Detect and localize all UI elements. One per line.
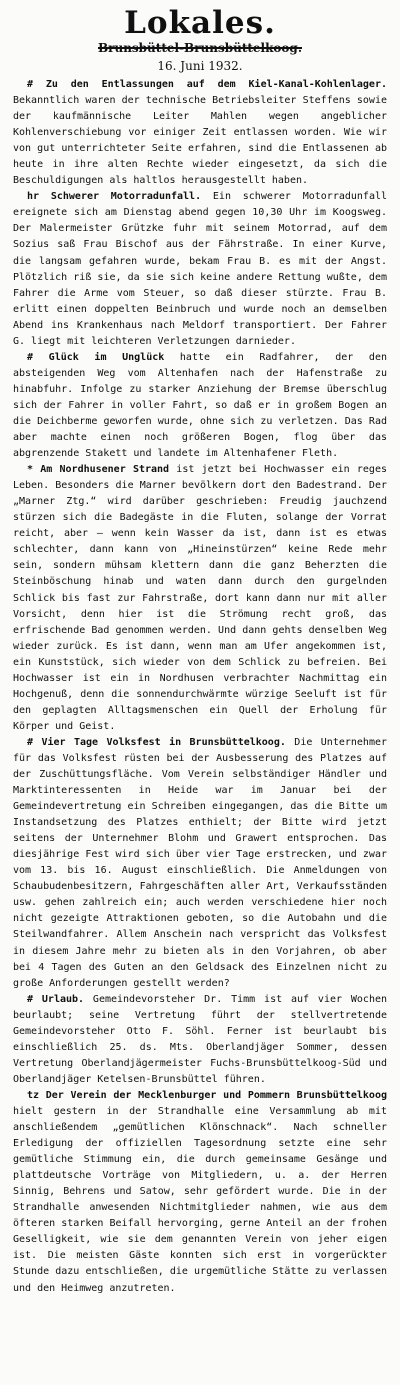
- article-headline: # Urlaub.: [27, 993, 85, 1005]
- article-leave: [13, 992, 387, 1088]
- section-heading: Lokales.: [124, 5, 276, 41]
- masthead: [13, 6, 387, 74]
- article-headline: # Glück im Unglück: [27, 351, 165, 363]
- article-headline: tz Der Verein der Mecklenburger und Pommern Brunsbüttelkoog: [27, 1089, 387, 1101]
- article-headline: * Am Nordhusener Strand: [27, 464, 170, 476]
- article-headline: # Zu den Entlassungen auf dem Kiel-Kanal-Kohlenlager.: [27, 79, 387, 90]
- article-coal-depot-dismissals: [13, 77, 387, 189]
- article-body: Ein schwerer Motorradunfall ereignete sich am Dienstag abend gegen 10,30 Uhr im Koogsweg. Der Malermeister Grützke fuhr mit seinem Motorrad, auf dem Sozius saß Frau Bischof aus der Fährstraße. In einer Kurve, die langsam gefahren wurde, bekam Frau B. es mit der Angst. Plötzlich riß sie, da sie sich keine andere Rettung wußte, dem Fahrer die Arme vom Steuer, so daß dieser stürzte. Frau B. erlitt einen doppelten Beinbruch und wurde noch an demselben Abend ins Krankenhaus nach Meldorf transportiert. Der Fahrer G. liegt mit leichteren Verletzungen darnieder.: [13, 191, 387, 347]
- article-body: Die Unternehmer für das Volksfest rüsten bei der Ausbesserung des Platzes auf der Zuschüttungsfläche. Vom Verein selbständiger Händler und Marktinteressenten in Heide war im Januar bei der Gemeindevertretung ein Schreiben eingegangen, das die Bitte um Instandsetzung des Platzes enthielt; der Bitte wird jetzt seitens der Unternehmer Blohm und Grawert entsprochen. Das diesjährige Fest wird sich über vier Tage erstrecken, und zwar vom 13. bis 16. August einschließlich. Die Anmeldungen von Schaubudenbesitzern, Fahrgeschäften aller Art, Verkaufsständen usw. gehen zahlreich ein; auch werden verschiedene hier noch nicht gezeigte Attraktionen geboten, so die Autobahn und die Steilwandfahrer. Allem Anschein nach verspricht das Volksfest in diesem Jahre mehr zu bieten als in den Vorjahren, ob aber bei 4 Tagen des Guten an den Geldsack des Einzelnen nicht zu große Anforderungen gestellt werden?: [13, 736, 388, 989]
- section-subheading: Brunsbüttel-Brunsbüttelkoog.: [98, 41, 302, 55]
- article-body: hatte ein Radfahrer, der den absteigenden Weg vom Altenhafen nach der Hafenstraße zu hinabfuhr. Infolge zu starker Anziehung der Bremse überschlug sich der Fahrer in voller Fahrt, so daß er in großem Bogen an die Deichberme geworfen wurde, ohne sich zu verletzen. Das Rad aber machte einen noch größeren Bogen, flog über das abgrenzende Stakett und landete im Altenhafener Fleth.: [13, 351, 387, 460]
- article-nordhusen-beach: [13, 462, 387, 735]
- article-headline: hr Schwerer Motorradunfall.: [27, 191, 202, 203]
- article-folk-festival: [13, 735, 387, 992]
- article-motorcycle-accident: [13, 189, 387, 349]
- article-body: hielt gestern in der Strandhalle eine Versammlung ab mit anschließendem „gemütlichen Klönschnack“. Nach schneller Erledigung der offiziellen Tagesordnung setzte eine sehr gemütliche Stimmung ein, die durch gemeinsame Gesänge und plattdeutsche Vorträge von Mitgliedern, u. a. der Herren Sinnig, Behrens und Satow, sehr gefördert wurde. Die in der Strandhalle anwesenden Nichtmitglieder nahmen, wie aus dem öfteren starken Beifall hervorging, gerne Anteil an der frohen Geselligkeit, wie sie dem genannten Verein von jeher eigen ist. Die meisten Gäste konnten sich erst in vorgerückter Stunde dazu entschließen, die urgemütliche Stätte zu verlassen und den Heimweg anzutreten.: [13, 1106, 387, 1294]
- article-body: Gemeindevorsteher Dr. Timm ist auf vier Wochen beurlaubt; seine Vertretung führt der stellvertretende Gemeindevorsteher Otto F. Söhl. Ferner ist beurlaubt bis einschließlich 25. ds. Mts. Oberlandjäger Sommer, dessen Vertretung Oberlandjägermeister Fuchs-Brunsbüttelkoog-Süd und Oberlandjäger Ketelsen-Brunsbüttel führen.: [13, 993, 387, 1085]
- article-association-meeting: [13, 1088, 387, 1297]
- article-cyclist-luck: [13, 350, 387, 462]
- article-body: Bekanntlich waren der technische Betriebsleiter Steffens sowie der kaufmännische Leiter Mahlen wegen angeblicher Kohlenverschiebung vor einiger Zeit entlassen worden. Wie wir von gut unterrichteter Seite erfahren, sind die Entlassenen ab heute in ihre alten Rechte wieder eingesetzt, da sich die Beschuldigungen als haltlos herausgestellt haben.: [13, 95, 387, 187]
- article-headline: # Vier Tage Volksfest in Brunsbüttelkoog.: [27, 736, 286, 748]
- dateline: 16. Juni 1932.: [157, 59, 243, 73]
- article-body: ist jetzt bei Hochwasser ein reges Leben. Besonders die Marner bevölkern dort den Badestrand. Der „Marner Ztg.“ wird darüber geschrieben: Freudig jauchzend stürzen sich die Badegäste in die Fluten, solange der Vorrat reicht, aber — wenn kein Wasser da ist, dann ist es etwas schlechter, dann kann von „Hineinstürzen“ keine Rede mehr sein, sondern mühsam klettern dann die ganz Beherzten die Steinböschung hinab und waten dann durch den gurgelnden Schlick bis fast zur Fahrstraße, dort kann dann nur mit aller Vorsicht, denn hier ist die Strömung recht groß, das erfrischende Bad genommen werden. Und dann gehts denselben Weg wieder zurück. Es ist dann, wenn man am Ufer angekommen ist, ein Kunststück, sich wieder von dem Schlick zu befreien. Bei Hochwasser ist ein in Nordhusen verbrachter Nachmittag ein Hochgenuß, denn die sonnendurchwärmte würzige Seeluft ist für den geplagten Alltagsmenschen ein Quell der Erholung für Körper und Geist.: [13, 464, 387, 732]
